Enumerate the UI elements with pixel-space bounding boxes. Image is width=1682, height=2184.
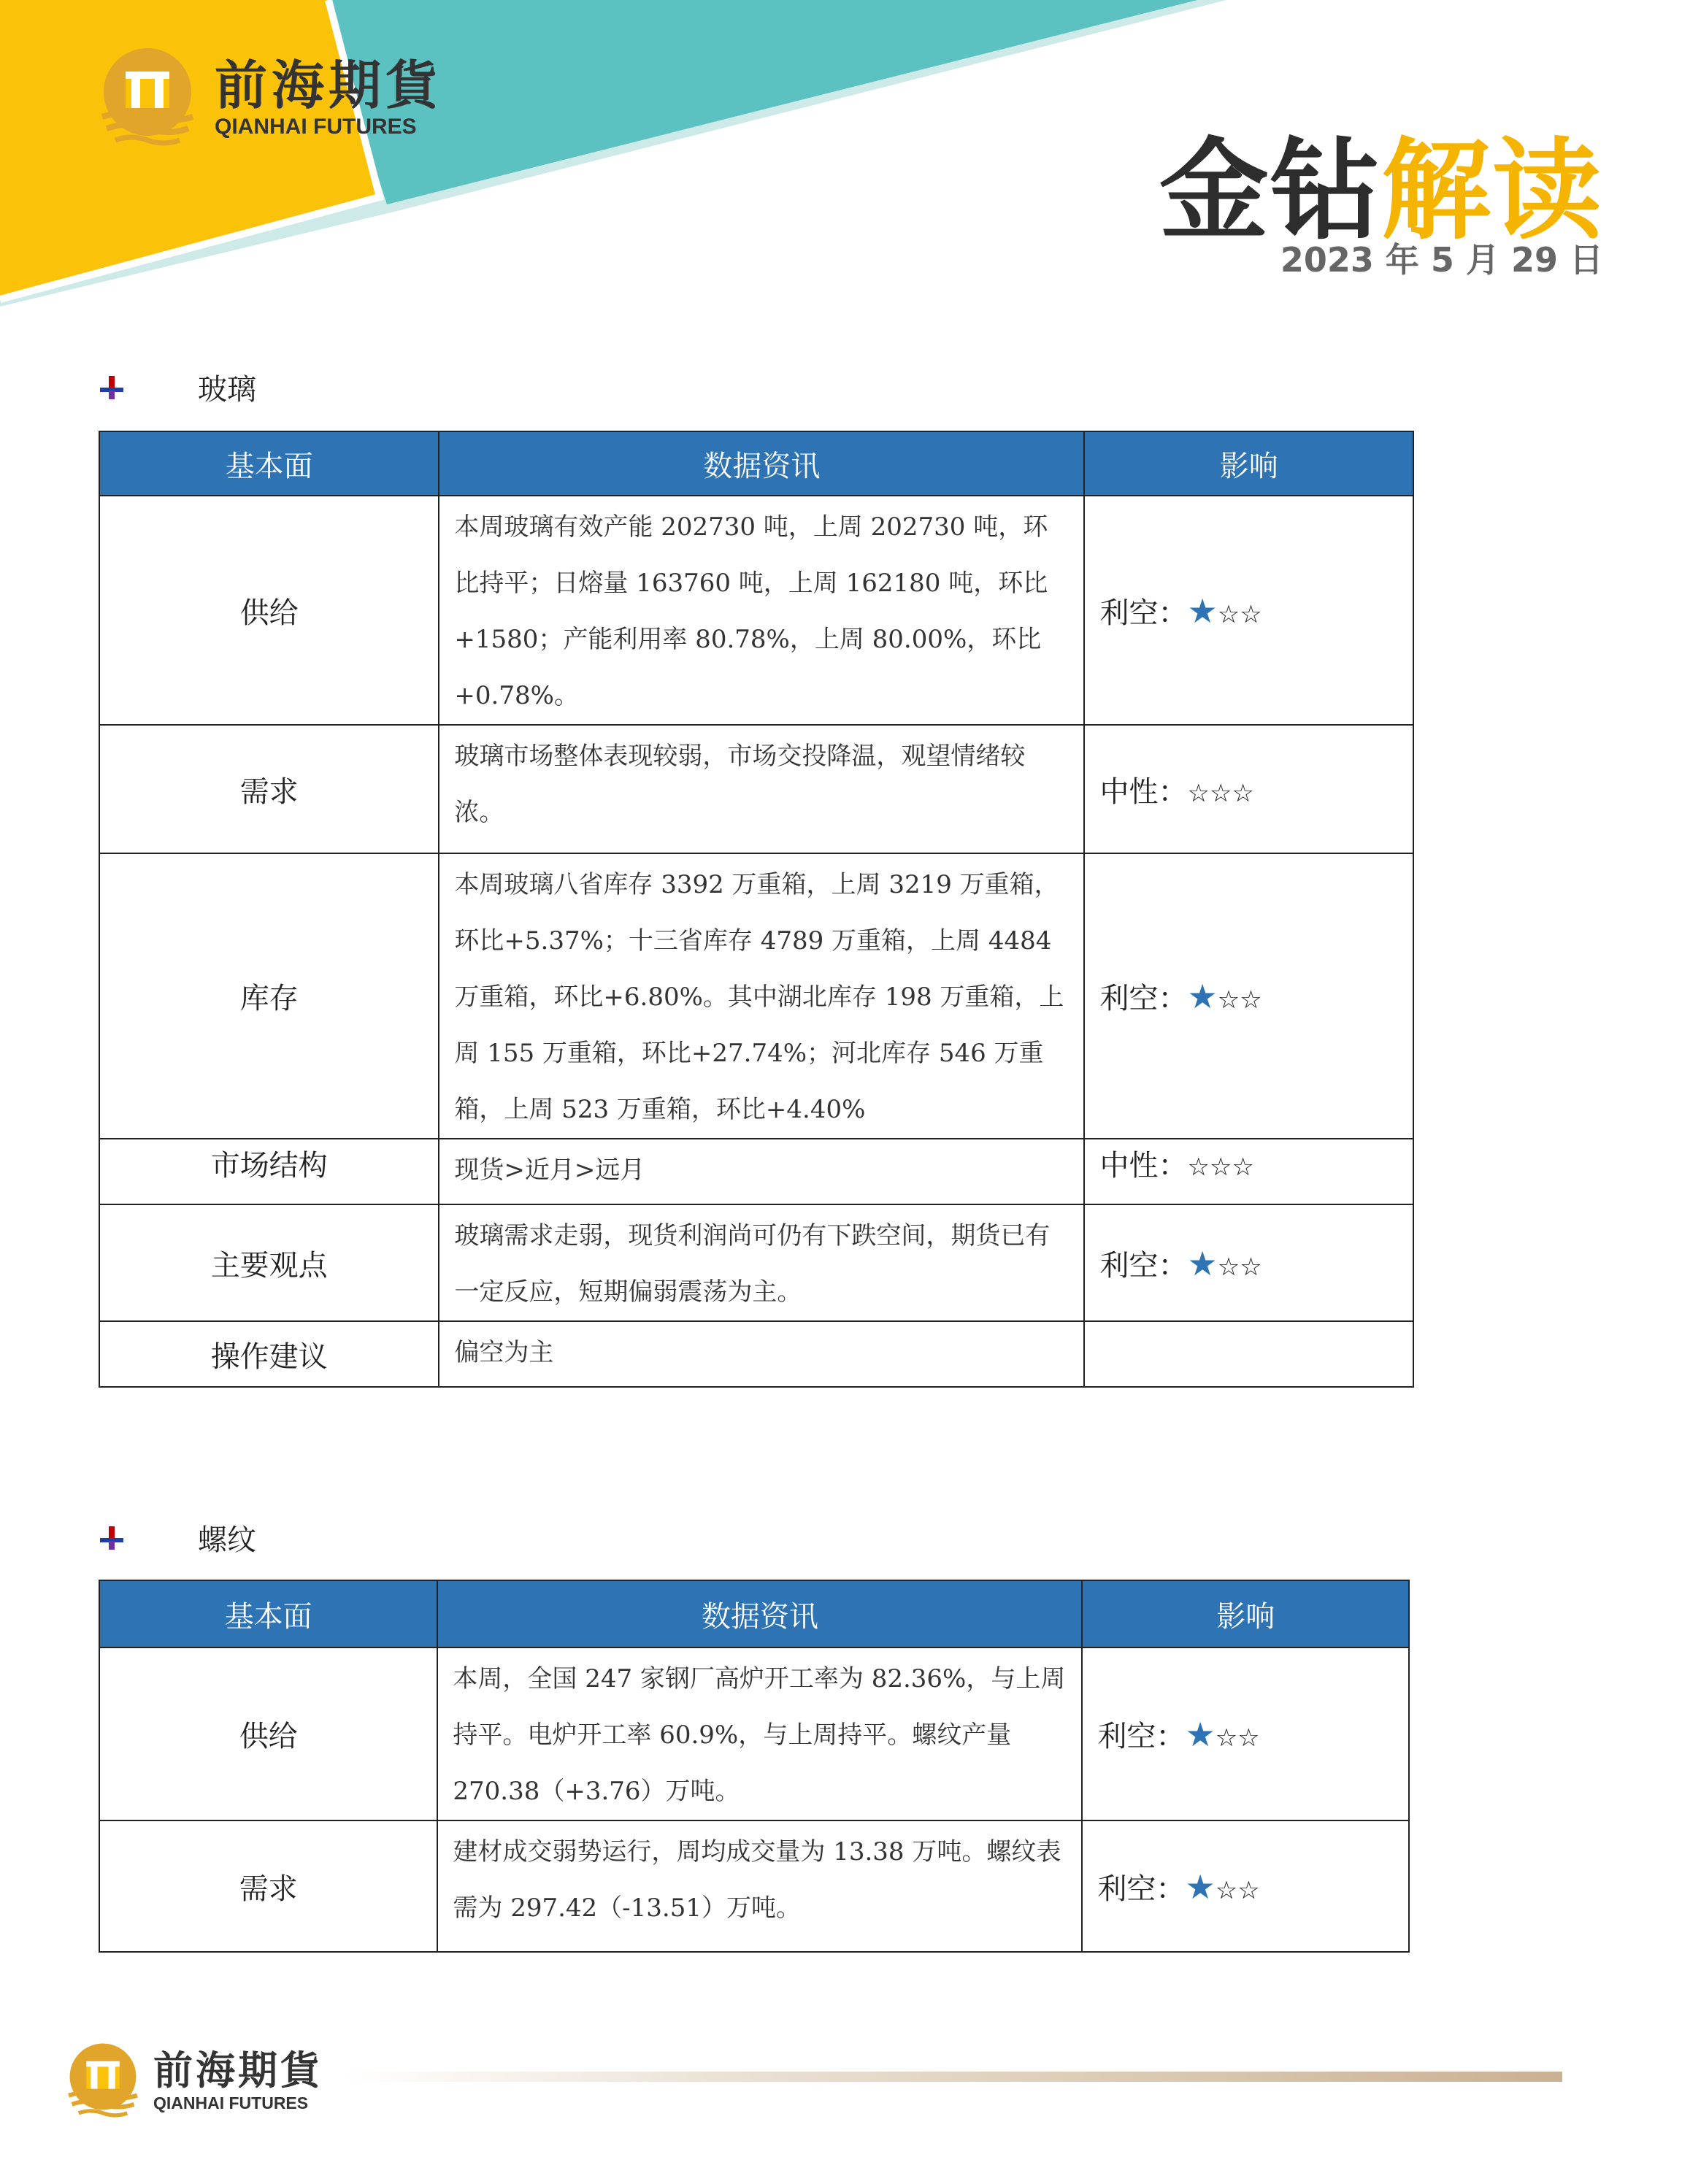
logo-english-name: QIANHAI FUTURES <box>153 2093 309 2112</box>
star-empty-icon: ☆ <box>1232 1153 1254 1182</box>
logo-chinese-name: 前海期貨 <box>153 2048 323 2093</box>
star-rating <box>1187 977 1262 1016</box>
star-filled-icon: ★ <box>1185 1866 1216 1907</box>
star-empty-icon: ☆ <box>1232 778 1254 808</box>
table-row <box>99 1204 1413 1321</box>
row-text: 建材成交弱势运行，周均成交量为 13.38 万吨。螺纹表需为 297.42（-13.51）万吨。 <box>437 1820 1082 1952</box>
title-dark-part: 金钻 <box>1159 128 1381 255</box>
row-label: 供给 <box>99 1647 437 1820</box>
star-empty-icon: ☆ <box>1240 1252 1262 1282</box>
section-title: 螺纹 <box>198 1523 256 1557</box>
star-empty-icon: ☆ <box>1217 599 1240 629</box>
star-empty-icon: ☆ <box>1215 1723 1238 1753</box>
star-filled-icon: ★ <box>1187 1243 1218 1283</box>
logo-chinese-name: 前海期貨 <box>215 55 443 116</box>
star-empty-icon: ☆ <box>1237 1723 1260 1753</box>
star-empty-icon: ☆ <box>1187 778 1210 808</box>
star-filled-icon: ★ <box>1187 591 1218 631</box>
row-text: 玻璃需求走弱，现货利润尚可仍有下跌空间，期货已有一定反应，短期偏弱震荡为主。 <box>439 1204 1084 1321</box>
bullet-icon <box>99 374 125 401</box>
star-filled-icon: ★ <box>1187 977 1218 1016</box>
row-label: 需求 <box>99 1820 437 1952</box>
impact-label: 利空： <box>1099 982 1188 1015</box>
header-data-info: 数据资讯 <box>439 431 1084 496</box>
row-label: 供给 <box>99 496 439 725</box>
row-impact <box>1082 1820 1409 1952</box>
table-header-row <box>99 1580 1409 1647</box>
star-empty-icon: ☆ <box>1209 778 1232 808</box>
table-row <box>99 1139 1413 1204</box>
row-impact <box>1084 496 1413 725</box>
row-impact <box>1084 1321 1413 1387</box>
star-empty-icon: ☆ <box>1217 1252 1240 1282</box>
star-empty-icon: ☆ <box>1240 985 1262 1015</box>
star-empty-icon: ☆ <box>1209 1153 1232 1182</box>
star-empty-icon: ☆ <box>1240 599 1262 629</box>
qianhai-logo-icon <box>96 47 199 149</box>
impact-label: 利空： <box>1099 596 1188 630</box>
star-empty-icon: ☆ <box>1187 1153 1210 1182</box>
row-text: 本周玻璃有效产能 202730 吨，上周 202730 吨，环比持平；日熔量 163760 吨，上周 162180 吨，环比+1580；产能利用率 80.78%，上周 80.00%，环比+0.78%。 <box>439 496 1084 725</box>
glass-table <box>99 431 1414 1388</box>
star-rating <box>1185 1715 1260 1754</box>
row-text: 玻璃市场整体表现较弱，市场交投降温，观望情绪较浓。 <box>439 725 1084 853</box>
row-text: 偏空为主 <box>439 1321 1084 1387</box>
star-empty-icon: ☆ <box>1215 1875 1238 1905</box>
section-title: 玻璃 <box>198 373 256 407</box>
table-header-row <box>99 431 1413 496</box>
impact-label: 利空： <box>1097 1720 1186 1753</box>
row-impact <box>1084 1139 1413 1204</box>
header-fundamental: 基本面 <box>99 431 439 496</box>
section-rebar-heading <box>99 1517 256 1558</box>
star-empty-icon: ☆ <box>1217 985 1240 1015</box>
row-text: 本周，全国 247 家钢厂高炉开工率为 82.36%，与上周持平。电炉开工率 60.9%，与上周持平。螺纹产量 270.38（+3.76）万吨。 <box>437 1647 1082 1820</box>
table-row <box>99 725 1413 853</box>
impact-label: 中性： <box>1099 1149 1188 1183</box>
star-rating <box>1187 1243 1262 1283</box>
row-label: 库存 <box>99 853 439 1139</box>
star-rating <box>1187 775 1253 809</box>
qianhai-logo-icon <box>64 2042 142 2120</box>
title-accent-part: 解读 <box>1380 128 1603 255</box>
bullet-icon <box>99 1525 125 1551</box>
header-data-info: 数据资讯 <box>437 1580 1082 1647</box>
logo-english-name: QIANHAI FUTURES <box>215 115 417 139</box>
row-label: 操作建议 <box>99 1321 439 1387</box>
impact-label: 利空： <box>1099 1248 1188 1283</box>
row-impact <box>1084 853 1413 1139</box>
star-rating <box>1187 1149 1253 1183</box>
table-row <box>99 853 1413 1139</box>
impact-label: 利空： <box>1097 1872 1186 1906</box>
header-logo <box>96 47 442 149</box>
row-impact <box>1084 1204 1413 1321</box>
star-empty-icon: ☆ <box>1237 1875 1260 1905</box>
report-date: 2023 年 5 月 29 日 <box>1280 240 1603 280</box>
header-impact: 影响 <box>1082 1580 1409 1647</box>
table-row <box>99 1321 1413 1387</box>
header-fundamental: 基本面 <box>99 1580 437 1647</box>
row-text: 现货>近月>远月 <box>439 1139 1084 1204</box>
row-label: 市场结构 <box>99 1139 439 1204</box>
star-rating <box>1187 591 1262 631</box>
star-filled-icon: ★ <box>1185 1715 1216 1754</box>
footer-logo <box>64 2042 323 2120</box>
table-row <box>99 1820 1409 1952</box>
row-text: 本周玻璃八省库存 3392 万重箱，上周 3219 万重箱，环比+5.37%；十三省库存 4789 万重箱，上周 4484 万重箱，环比+6.80%。其中湖北库存 198 万重箱，上周 155 万重箱，环比+27.74%；河北库存 546 万重箱，上周 523 万重箱，环比+4.40% <box>439 853 1084 1139</box>
rebar-table <box>99 1580 1410 1953</box>
star-rating <box>1185 1866 1260 1907</box>
row-impact <box>1084 725 1413 853</box>
footer-divider <box>343 2072 1562 2082</box>
impact-label: 中性： <box>1099 774 1188 809</box>
row-impact <box>1082 1647 1409 1820</box>
header-impact: 影响 <box>1084 431 1413 496</box>
row-label: 需求 <box>99 725 439 853</box>
table-row <box>99 496 1413 725</box>
section-glass-heading <box>99 366 256 408</box>
table-row <box>99 1647 1409 1820</box>
row-label: 主要观点 <box>99 1204 439 1321</box>
